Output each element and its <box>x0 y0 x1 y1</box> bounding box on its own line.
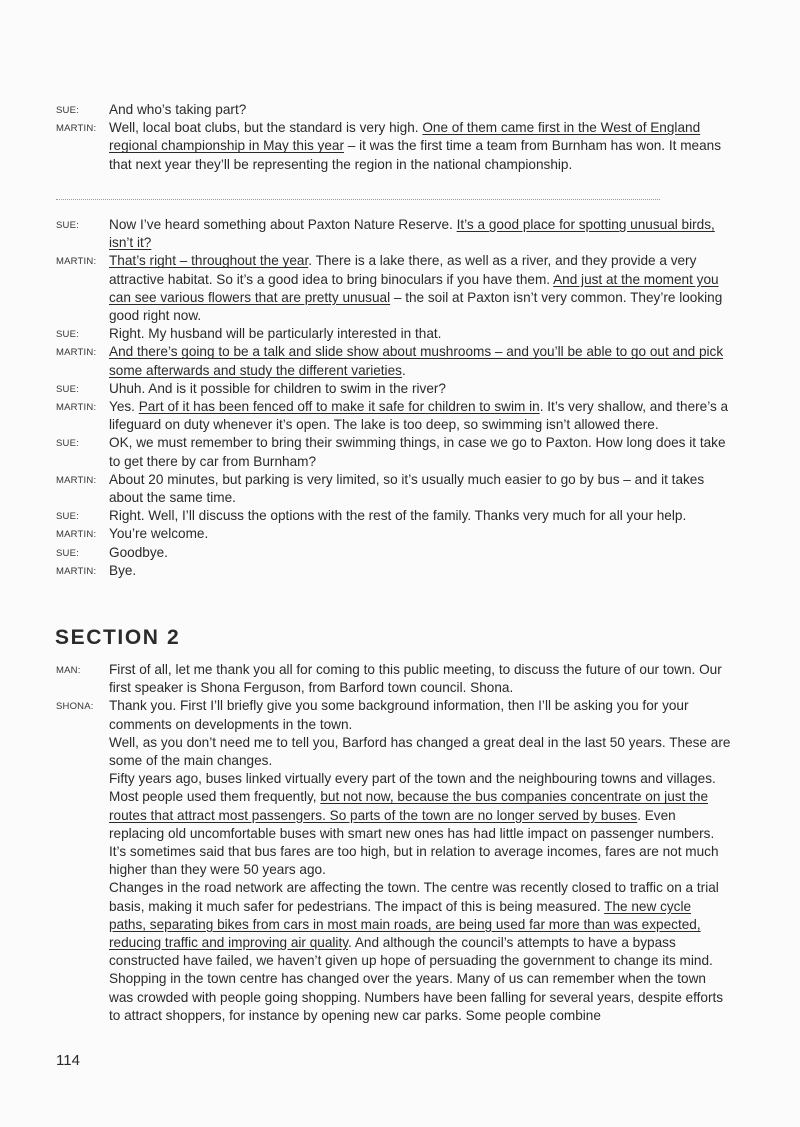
dialogue-line <box>0 562 800 580</box>
underlined-answer: One of them came first in the West of England regional championship in May this year <box>109 120 701 154</box>
text-segment: – it was the first time a team from Burnham has won. It means that next year they’ll be representing the region in the national championship. <box>109 138 721 172</box>
dialogue-line <box>0 101 800 119</box>
dialogue-line <box>0 970 800 1025</box>
section-divider <box>56 199 660 200</box>
dialogue-line <box>0 398 800 434</box>
dialogue-text <box>109 119 731 174</box>
dialogue-line <box>0 507 800 525</box>
dialogue-text <box>109 879 731 970</box>
text-segment: Shopping in the town centre has changed over the years. Many of us can remember when the town was crowded with people going shopping. Numbers have been falling for several years, despite efforts to attract shoppers, for instance by opening new car parks. Some people combine <box>109 971 724 1023</box>
text-segment: You’re welcome. <box>109 526 209 542</box>
dialogue-line <box>0 661 800 697</box>
text-segment: Now I’ve heard something about Paxton Nature Reserve. <box>109 217 457 232</box>
speaker-label: MARTIN: <box>56 402 97 414</box>
underlined-answer: The new cycle paths, separating bikes from cars in most main roads, are being used far more than was expected, reducing traffic and improving air quality <box>109 898 701 951</box>
dialogue-block-paxton <box>0 216 800 580</box>
dialogue-line <box>0 879 800 970</box>
text-segment: Well, as you don’t need me to tell you, Barford has changed a great deal in the last 50 years. These are some of the main changes. <box>109 734 731 769</box>
dialogue-line <box>0 119 800 174</box>
speaker-label: SUE: <box>56 105 79 116</box>
text-segment: Thank you. First I’ll briefly give you some background information, then I’ll be asking you for your comments on developments in the town. <box>109 698 689 732</box>
dialogue-text <box>109 325 731 343</box>
dialogue-line <box>0 544 800 562</box>
speaker-label: MARTIN: <box>56 256 97 268</box>
text-segment: Bye. <box>109 562 137 578</box>
text-segment: . There is a lake there, as well as a river, and they provide a very attractive habitat. So it’s a good idea to bring binoculars if you have them. <box>109 253 697 287</box>
underlined-answer: Part of it has been fenced off to make it safe for children to swim in <box>138 399 540 415</box>
text-segment: About 20 minutes, but parking is very limited, so it’s usually much easier to go by bus – and it takes about the same time. <box>109 471 705 506</box>
speaker-label: SHONA: <box>56 701 94 713</box>
dialogue-text <box>109 343 731 379</box>
text-segment: Uhuh. And is it possible for children to swim in the river? <box>109 380 446 396</box>
text-segment: . Even replacing old uncomfortable buses with smart new ones has had little impact on passenger numbers. It’s sometimes said that bus fares are too high, but in relation to average incomes, fares are not much higher than they were 50 years ago. <box>109 807 719 878</box>
page-number: 114 <box>56 1052 80 1069</box>
dialogue-line <box>0 325 800 343</box>
text-segment: – the soil at Paxton isn’t very common. They’re looking good right now. <box>109 289 723 324</box>
dialogue-text <box>109 544 731 562</box>
text-segment: Fifty years ago, buses linked virtually every part of the town and the neighbouring towns and villages. Most people used them frequently, <box>109 771 716 805</box>
dialogue-text <box>109 101 731 119</box>
dialogue-text <box>109 734 731 770</box>
text-segment: First of all, let me thank you all for coming to this public meeting, to discuss the future of our town. Our first speaker is Shona Ferguson, from Barford town council. Shona. <box>109 662 722 696</box>
text-segment: OK, we must remember to bring their swimming things, in case we go to Paxton. How long does it take to get there by car from Burnham? <box>109 435 726 469</box>
text-segment: Yes. <box>109 399 139 415</box>
dialogue-text <box>109 970 731 1025</box>
speaker-label: MAN: <box>56 665 81 676</box>
underlined-answer: And just at the moment you can see various flowers that are pretty unusual <box>109 271 719 305</box>
dialogue-text <box>109 661 731 697</box>
speaker-label: MARTIN: <box>56 347 97 359</box>
dialogue-line <box>0 343 800 379</box>
dialogue-text <box>109 507 731 525</box>
text-segment: Changes in the road network are affecting the town. The centre was recently closed to traffic on a trial basis, making it much safer for pedestrians. The impact of this is being measured. <box>109 880 719 914</box>
speaker-label: SUE: <box>56 438 79 450</box>
dialogue-text <box>109 471 731 507</box>
dialogue-line <box>0 380 800 398</box>
speaker-label: MARTIN: <box>56 565 97 577</box>
dialogue-text <box>109 398 731 434</box>
dialogue-line <box>0 525 800 543</box>
dialogue-line <box>0 434 800 470</box>
speaker-label: MARTIN: <box>56 529 97 541</box>
dialogue-line <box>0 252 800 325</box>
text-segment: . It’s very shallow, and there’s a lifeguard on duty whenever it’s open. The lake is too deep, so swimming isn’t allowed there. <box>109 399 729 433</box>
speaker-label: MARTIN: <box>56 123 97 135</box>
speaker-label: MARTIN: <box>56 474 97 486</box>
dialogue-text <box>109 434 731 470</box>
underlined-answer: but not now, because the bus companies concentrate on just the routes that attract most passengers. So parts of the town are no longer served by buses <box>109 789 709 823</box>
dialogue-line <box>0 770 800 879</box>
section-heading: SECTION 2 <box>55 626 181 649</box>
dialogue-line <box>0 216 800 252</box>
dialogue-text <box>109 380 731 398</box>
dialogue-line <box>0 697 800 733</box>
underlined-answer: And there’s going to be a talk and slide show about mushrooms – and you’ll be able to go out and pick some afterwards and study the different varieties <box>109 344 724 378</box>
underlined-answer: It’s a good place for spotting unusual birds, isn’t it? <box>109 217 715 251</box>
dialogue-text <box>109 697 731 733</box>
dialogue-block-section1-end <box>0 101 800 174</box>
dialogue-block-section2 <box>0 661 800 1025</box>
dialogue-text <box>109 216 731 252</box>
text-segment: . And although the council’s attempts to have a bypass constructed have failed, we haven’t given up hope of persuading the government to change its mind. <box>109 935 713 969</box>
speaker-label: SUE: <box>56 220 79 231</box>
dialogue-line <box>0 471 800 507</box>
text-segment: Goodbye. <box>109 544 168 560</box>
text-segment: Well, local boat clubs, but the standard is very high. <box>109 120 423 136</box>
text-segment: And who’s taking part? <box>109 102 247 117</box>
text-segment: . <box>401 362 406 378</box>
text-segment: Right. My husband will be particularly interested in that. <box>109 326 442 342</box>
speaker-label: SUE: <box>56 329 79 341</box>
dialogue-text <box>109 770 731 879</box>
speaker-label: SUE: <box>56 547 79 559</box>
speaker-label: SUE: <box>56 383 79 395</box>
dialogue-text <box>109 252 731 325</box>
underlined-answer: That’s right – throughout the year <box>109 253 309 269</box>
speaker-label: SUE: <box>56 511 79 523</box>
dialogue-line <box>0 734 800 770</box>
dialogue-text <box>109 525 731 543</box>
text-segment: Right. Well, I’ll discuss the options with the rest of the family. Thanks very much for all your help. <box>109 508 687 524</box>
dialogue-text <box>109 562 731 580</box>
